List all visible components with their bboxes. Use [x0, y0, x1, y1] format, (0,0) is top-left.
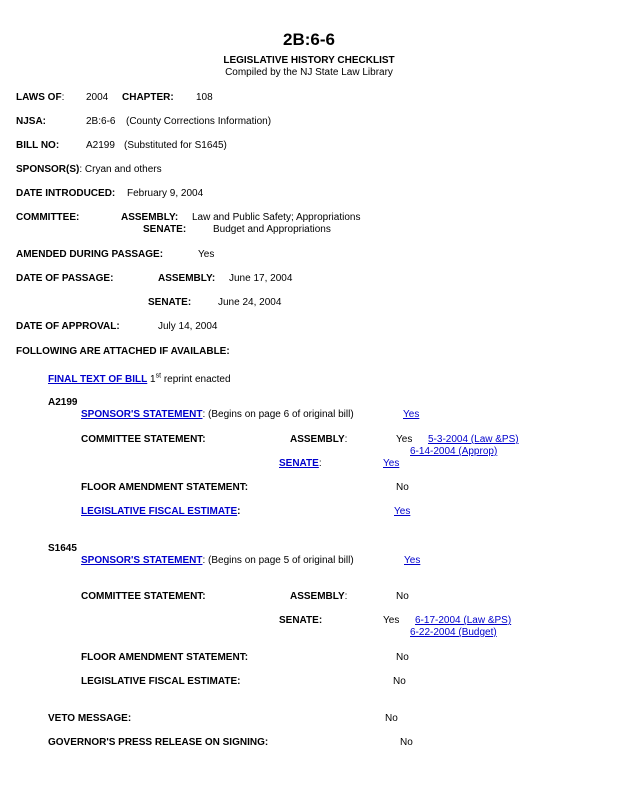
laws-of-row [16, 92, 64, 104]
date-of-passage-label: DATE OF PASSAGE: [16, 273, 114, 284]
committee-senate-label: SENATE: [143, 224, 187, 235]
s1645-floor-value: No [396, 652, 409, 663]
s1645-assembly-row [290, 591, 347, 603]
sponsors-label: SPONSOR(S) [16, 164, 80, 175]
date-introduced-value: February 9, 2004 [127, 188, 204, 199]
njsa-description: (County Corrections Information) [126, 116, 272, 127]
final-text-rest: reprint enacted [161, 374, 231, 385]
a2199-label: A2199 [48, 397, 78, 408]
press-release-value: No [400, 737, 413, 748]
s1645-fiscal-label: LEGISLATIVE FISCAL ESTIMATE: [81, 676, 241, 687]
bill-no-value: A2199 [86, 140, 115, 151]
committee-assembly-value: Law and Public Safety; Appropriations [192, 212, 361, 223]
a2199-assembly-link-approp[interactable]: 6-14-2004 (Approp) [410, 446, 498, 457]
committee-senate-value: Budget and Appropriations [213, 224, 331, 235]
passage-senate-label: SENATE: [148, 297, 192, 308]
s1645-senate-link-budget[interactable]: 6-22-2004 (Budget) [410, 627, 497, 638]
njsa-value: 2B:6-6 [86, 116, 116, 127]
s1645-senate-label: SENATE: [279, 615, 323, 626]
page-title: 2B:6-6 [283, 30, 335, 49]
press-release-label: GOVERNOR'S PRESS RELEASE ON SIGNING: [48, 737, 269, 748]
a2199-senate-colon: : [318, 458, 322, 469]
chapter-label: CHAPTER: [122, 92, 174, 103]
final-text-row [48, 374, 231, 386]
date-introduced-label: DATE INTRODUCED: [16, 188, 116, 199]
a2199-fiscal-yes-link[interactable]: Yes [394, 506, 411, 517]
a2199-senate-link[interactable]: SENATE [279, 458, 319, 469]
bill-no-note: (Substituted for S1645) [124, 140, 227, 151]
committee-label: COMMITTEE: [16, 212, 80, 223]
a2199-floor-label: FLOOR AMENDMENT STATEMENT: [81, 482, 249, 493]
passage-senate-value: June 24, 2004 [218, 297, 282, 308]
a2199-assembly-label: ASSEMBLY [290, 434, 345, 445]
passage-assembly-value: June 17, 2004 [229, 273, 293, 284]
page-subtitle: LEGISLATIVE HISTORY CHECKLIST [223, 55, 395, 66]
sponsors-value: : Cryan and others [79, 164, 162, 175]
final-text-ordinal: 1 [150, 374, 156, 385]
a2199-floor-value: No [396, 482, 409, 493]
s1645-committee-label: COMMITTEE STATEMENT: [81, 591, 206, 602]
a2199-sponsor-yes-link[interactable]: Yes [403, 409, 420, 420]
final-text-sup: st [155, 372, 162, 380]
a2199-sponsor-row [81, 409, 354, 421]
final-text-link[interactable]: FINAL TEXT OF BILL [48, 374, 148, 385]
s1645-label: S1645 [48, 543, 77, 554]
s1645-senate-yes: Yes [383, 615, 400, 626]
a2199-fiscal-row [81, 506, 240, 518]
s1645-sponsor-link[interactable]: SPONSOR'S STATEMENT [81, 555, 203, 566]
a2199-committee-label: COMMITTEE STATEMENT: [81, 434, 206, 445]
s1645-assembly-colon: : [344, 591, 348, 602]
laws-of-label: LAWS OF [16, 92, 62, 103]
bill-no-label: BILL NO: [16, 140, 60, 151]
s1645-floor-label: FLOOR AMENDMENT STATEMENT: [81, 652, 249, 663]
s1645-senate-link-law-ps[interactable]: 6-17-2004 (Law &PS) [415, 615, 512, 626]
a2199-fiscal-colon: : [237, 506, 241, 517]
s1645-sponsor-note: : (Begins on page 5 of original bill) [202, 555, 354, 566]
amended-value: Yes [198, 249, 215, 260]
attached-heading: FOLLOWING ARE ATTACHED IF AVAILABLE: [16, 346, 230, 357]
s1645-fiscal-value: No [393, 676, 406, 687]
passage-assembly-label: ASSEMBLY: [158, 273, 216, 284]
compiled-by: Compiled by the NJ State Law Library [225, 67, 393, 78]
veto-value: No [385, 713, 398, 724]
amended-label: AMENDED DURING PASSAGE: [16, 249, 164, 260]
njsa-label: NJSA: [16, 116, 47, 127]
committee-assembly-label: ASSEMBLY: [121, 212, 179, 223]
a2199-senate-yes-link[interactable]: Yes [383, 458, 400, 469]
a2199-assembly-yes: Yes [396, 434, 413, 445]
date-of-approval-value: July 14, 2004 [158, 321, 218, 332]
a2199-assembly-link-law-ps[interactable]: 5-3-2004 (Law &PS) [428, 434, 519, 445]
s1645-sponsor-yes-link[interactable]: Yes [404, 555, 421, 566]
laws-of-value: 2004 [86, 92, 109, 103]
a2199-assembly-colon: : [344, 434, 348, 445]
veto-label: VETO MESSAGE: [48, 713, 132, 724]
chapter-value: 108 [196, 92, 213, 103]
a2199-sponsor-note: : (Begins on page 6 of original bill) [202, 409, 354, 420]
sponsors-row [16, 164, 162, 176]
a2199-sponsor-link[interactable]: SPONSOR'S STATEMENT [81, 409, 203, 420]
a2199-fiscal-link[interactable]: LEGISLATIVE FISCAL ESTIMATE [81, 506, 238, 517]
date-of-approval-label: DATE OF APPROVAL: [16, 321, 120, 332]
laws-of-colon: : [61, 92, 65, 103]
s1645-assembly-label: ASSEMBLY [290, 591, 345, 602]
s1645-sponsor-row [81, 555, 354, 567]
s1645-assembly-value: No [396, 591, 409, 602]
a2199-senate-row [279, 458, 322, 470]
a2199-assembly-row [290, 434, 347, 446]
